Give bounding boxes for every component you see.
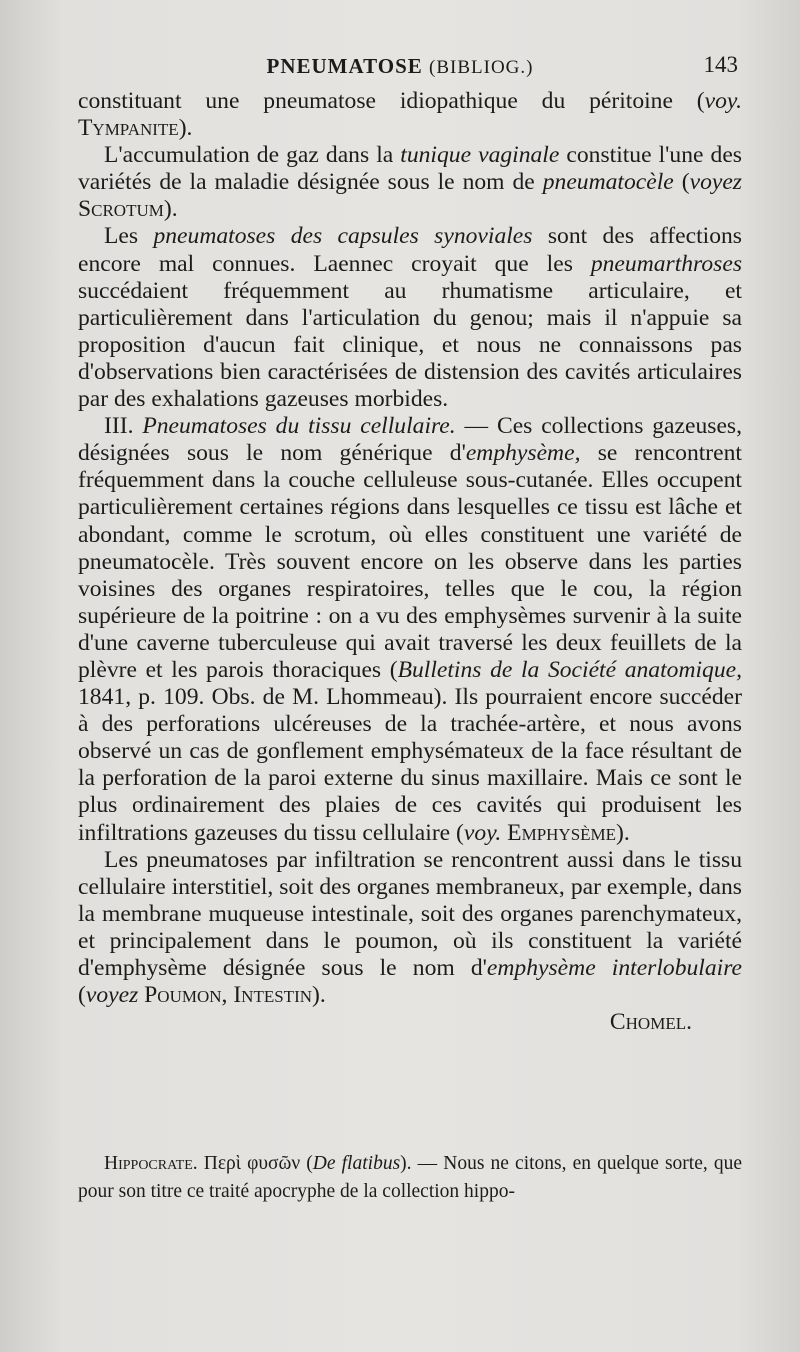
text-segment: ). [312, 982, 326, 1009]
footnote-paragraph [78, 1150, 742, 1205]
text-segment: voyez [85, 982, 139, 1009]
text-segment: Bulletins de la Société anatomique, [397, 656, 742, 683]
running-header [0, 54, 800, 88]
text-segment: constitue l'une des variétés de la maladie désignée sous le nom de [78, 142, 742, 196]
text-segment: pneumatocèle [542, 169, 674, 196]
text-segment: voy. [704, 88, 742, 114]
text-segment: pneumarthroses [590, 250, 742, 277]
text-segment: L'accumulation de gaz dans la [104, 142, 401, 169]
paragraph [78, 847, 742, 1010]
author-signature: Chomel. [609, 1009, 692, 1036]
text-segment: ). — Nous ne citons, en quelque sorte, que pour son titre ce traité apocryphe de la collection hippo- [78, 1153, 742, 1202]
running-title-main: PNEUMATOSE [266, 54, 423, 78]
text-segment: sont des affections encore mal connues. Laennec croyait que les [78, 223, 742, 277]
paragraph [78, 223, 742, 413]
text-segment: emphysème interlobulaire [486, 955, 742, 981]
text-segment: Les [104, 223, 154, 250]
running-title [0, 54, 800, 79]
main-text [78, 88, 742, 1036]
text-segment: De flatibus [312, 1153, 401, 1174]
text-segment: Hippocrate. [104, 1153, 198, 1174]
text-segment: Poumon [144, 982, 222, 1009]
text-segment: tunique vaginale [400, 142, 560, 169]
text-segment: succédaient fréquemment au rhumatisme articulaire, et particulièrement dans l'articulation du genou; mais il n'appuie sa proposition d'aucun fait clinique, et nous ne connaissons pas d'observations bien caractérisées de distension des cavités articulaires par des exhalations gazeuses morbides. [78, 277, 742, 413]
text-segment: 1841, p. 109. Obs. de M. Lhommeau). Ils pourraient encore succéder à des perforations ulcéreuses de la trachée-artère, et nous avons observé un cas de gonflement emphysémateux de la face résultant de la perforation de la paroi externe du sinus maxillaire. Mais ce sont le plus ordinairement des plaies de ces cavités qui produisent les infiltrations gazeuses du tissu cellulaire ( [78, 684, 742, 846]
text-segment: Tympanite [78, 115, 179, 142]
text-segment: Pneumatoses du tissu cellulaire. [142, 413, 456, 440]
page-number: 143 [703, 52, 738, 77]
text-segment: Intestin [233, 982, 313, 1009]
text-segment: III. [104, 413, 143, 440]
text-segment: Περὶ φυσῶν ( [197, 1153, 313, 1174]
text-segment: ( [78, 982, 86, 1009]
text-segment: , [221, 982, 234, 1009]
running-title-sub: (BIBLIOG.) [429, 57, 534, 78]
paragraph [78, 88, 742, 142]
text-segment: constituant une pneumatose idiopathique du péritoine ( [78, 88, 705, 114]
text-segment: — Ces collections gazeuses, désignées sous le nom générique d' [78, 413, 742, 467]
text-segment: ). [163, 196, 178, 223]
text-segment: voy. [463, 819, 502, 846]
text-segment: ). [178, 115, 193, 142]
paragraph [78, 413, 742, 847]
text-segment: Scrotum [78, 196, 164, 223]
text-segment: se rencontrent fréquemment dans la couche celluleuse sous-cutanée. Elles occupent particulièrement certaines régions dans lesquelles ce tissu est lâche et abondant, comme le scrotum, où elles constituent une variété de pneumatocèle. Très souvent encore on les observe dans les parties voisines des organes respiratoires, telles que le cou, la région supérieure de la poitrine : on a vu des emphysèmes survenir à la suite d'une caverne tuberculeuse qui avait traversé les deux feuillets de la plèvre et les parois thoraciques ( [78, 440, 742, 683]
text-segment: pneumatoses des capsules synoviales [153, 223, 533, 250]
text-segment: voyez [689, 169, 742, 196]
text-segment: Les pneumatoses par infiltration se rencontrent aussi dans le tissu cellulaire interstitiel, soit des organes membraneux, par exemple, dans la membrane muqueuse intestinale, soit des organes parenchymateux, et principalement dans le poumon, où ils constituent la variété d'emphysème désignée sous le nom d' [78, 846, 742, 981]
bibliography-note [78, 1150, 742, 1205]
text-segment: emphysème, [465, 440, 581, 467]
text-segment: Emphysème [507, 819, 617, 846]
text-segment: ). [616, 819, 630, 846]
paragraph [78, 142, 742, 223]
text-segment: ( [673, 169, 690, 196]
